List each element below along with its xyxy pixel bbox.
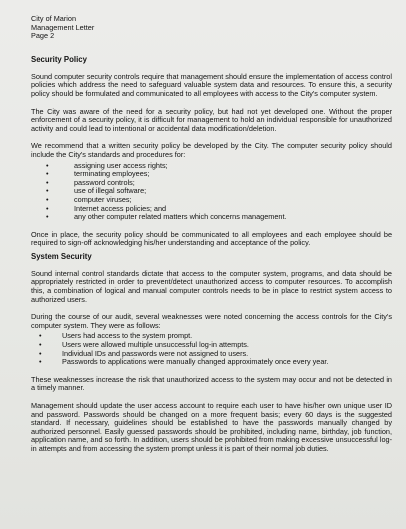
list-item: • computer viruses; <box>31 196 392 205</box>
list-item: • terminating employees; <box>31 170 392 179</box>
system-security-heading: System Security <box>31 251 92 261</box>
header-title: Management Letter <box>31 22 95 32</box>
system-security-p1: Sound internal control standards dictate that access to the computer system, programs, and data should be appropriately restricted in order to prevent/detect unauthorized access to computer resources. To accomplish this, a combination of logical and manual computer controls needs to be in place to restrict system access to authorized users. <box>31 268 392 304</box>
list-item: • Internet access policies; and <box>31 205 392 214</box>
header-page: Page 2 <box>31 31 55 41</box>
list-item: • assigning user access rights; <box>31 162 392 171</box>
system-security-p3: These weaknesses increase the risk that unauthorized access to the system may occur and not be detected in a timely manner. <box>31 374 392 393</box>
security-policy-list <box>31 162 392 222</box>
security-policy-p3: We recommend that a written security policy be developed by the City. The computer security policy should include the City's standards and procedures for: <box>31 141 392 159</box>
list-item: • Passwords to applications were manually changed approximately once every year. <box>31 358 392 367</box>
header-city: City of Marion <box>31 14 77 23</box>
security-policy-p4: Once in place, the security policy should be communicated to all employees and each employee should be required to sign-off acknowledging his/her understanding and acceptance of the policy. <box>31 229 392 248</box>
letter-header <box>31 15 392 41</box>
list-item: • Users were allowed multiple unsuccessful log-in attempts. <box>31 341 392 350</box>
list-item: • Individual IDs and passwords were not assigned to users. <box>31 350 392 359</box>
security-policy-p1: Sound computer security controls require that management should ensure the implementation of access control policies which address the need to safeguard valuable system data and resources. To ensure this, a security policy should be formulated and communicated to all employees with access to the City's computer system. <box>31 71 392 98</box>
list-item: • password controls; <box>31 179 392 188</box>
list-item: • use of illegal software; <box>31 187 392 196</box>
system-security-p4: Management should update the user access account to require each user to have his/her own unique user ID and password. Passwords should be changed on a more frequent basis; every 60 days is the suggested standard. If necessary, guidelines should be established to have the passwords manually changed by authorized personnel. Easily guessed passwords should be prohibited, including name, birthday, job function, application name, and so forth. In addition, users should be prohibited from making excessive unsuccessful log-in attempts and from accessing the system prompt unless it is part of their normal job duties. <box>31 401 392 453</box>
security-policy-p2: The City was aware of the need for a security policy, but had not yet developed one. Without the proper enforcement of a security policy, it is difficult for management to hold an individual responsible for unauthorized activity and could lead to intentional or accidental data modification/deletion. <box>31 106 392 133</box>
list-item: • Users had access to the system prompt. <box>31 332 392 341</box>
system-security-list <box>31 332 392 366</box>
system-security-p2: During the course of our audit, several weaknesses were noted concerning the access controls for the City's computer system. They were as follows: <box>31 312 392 330</box>
security-policy-heading: Security Policy <box>31 54 87 64</box>
list-item: • any other computer related matters which concerns management. <box>31 213 392 222</box>
